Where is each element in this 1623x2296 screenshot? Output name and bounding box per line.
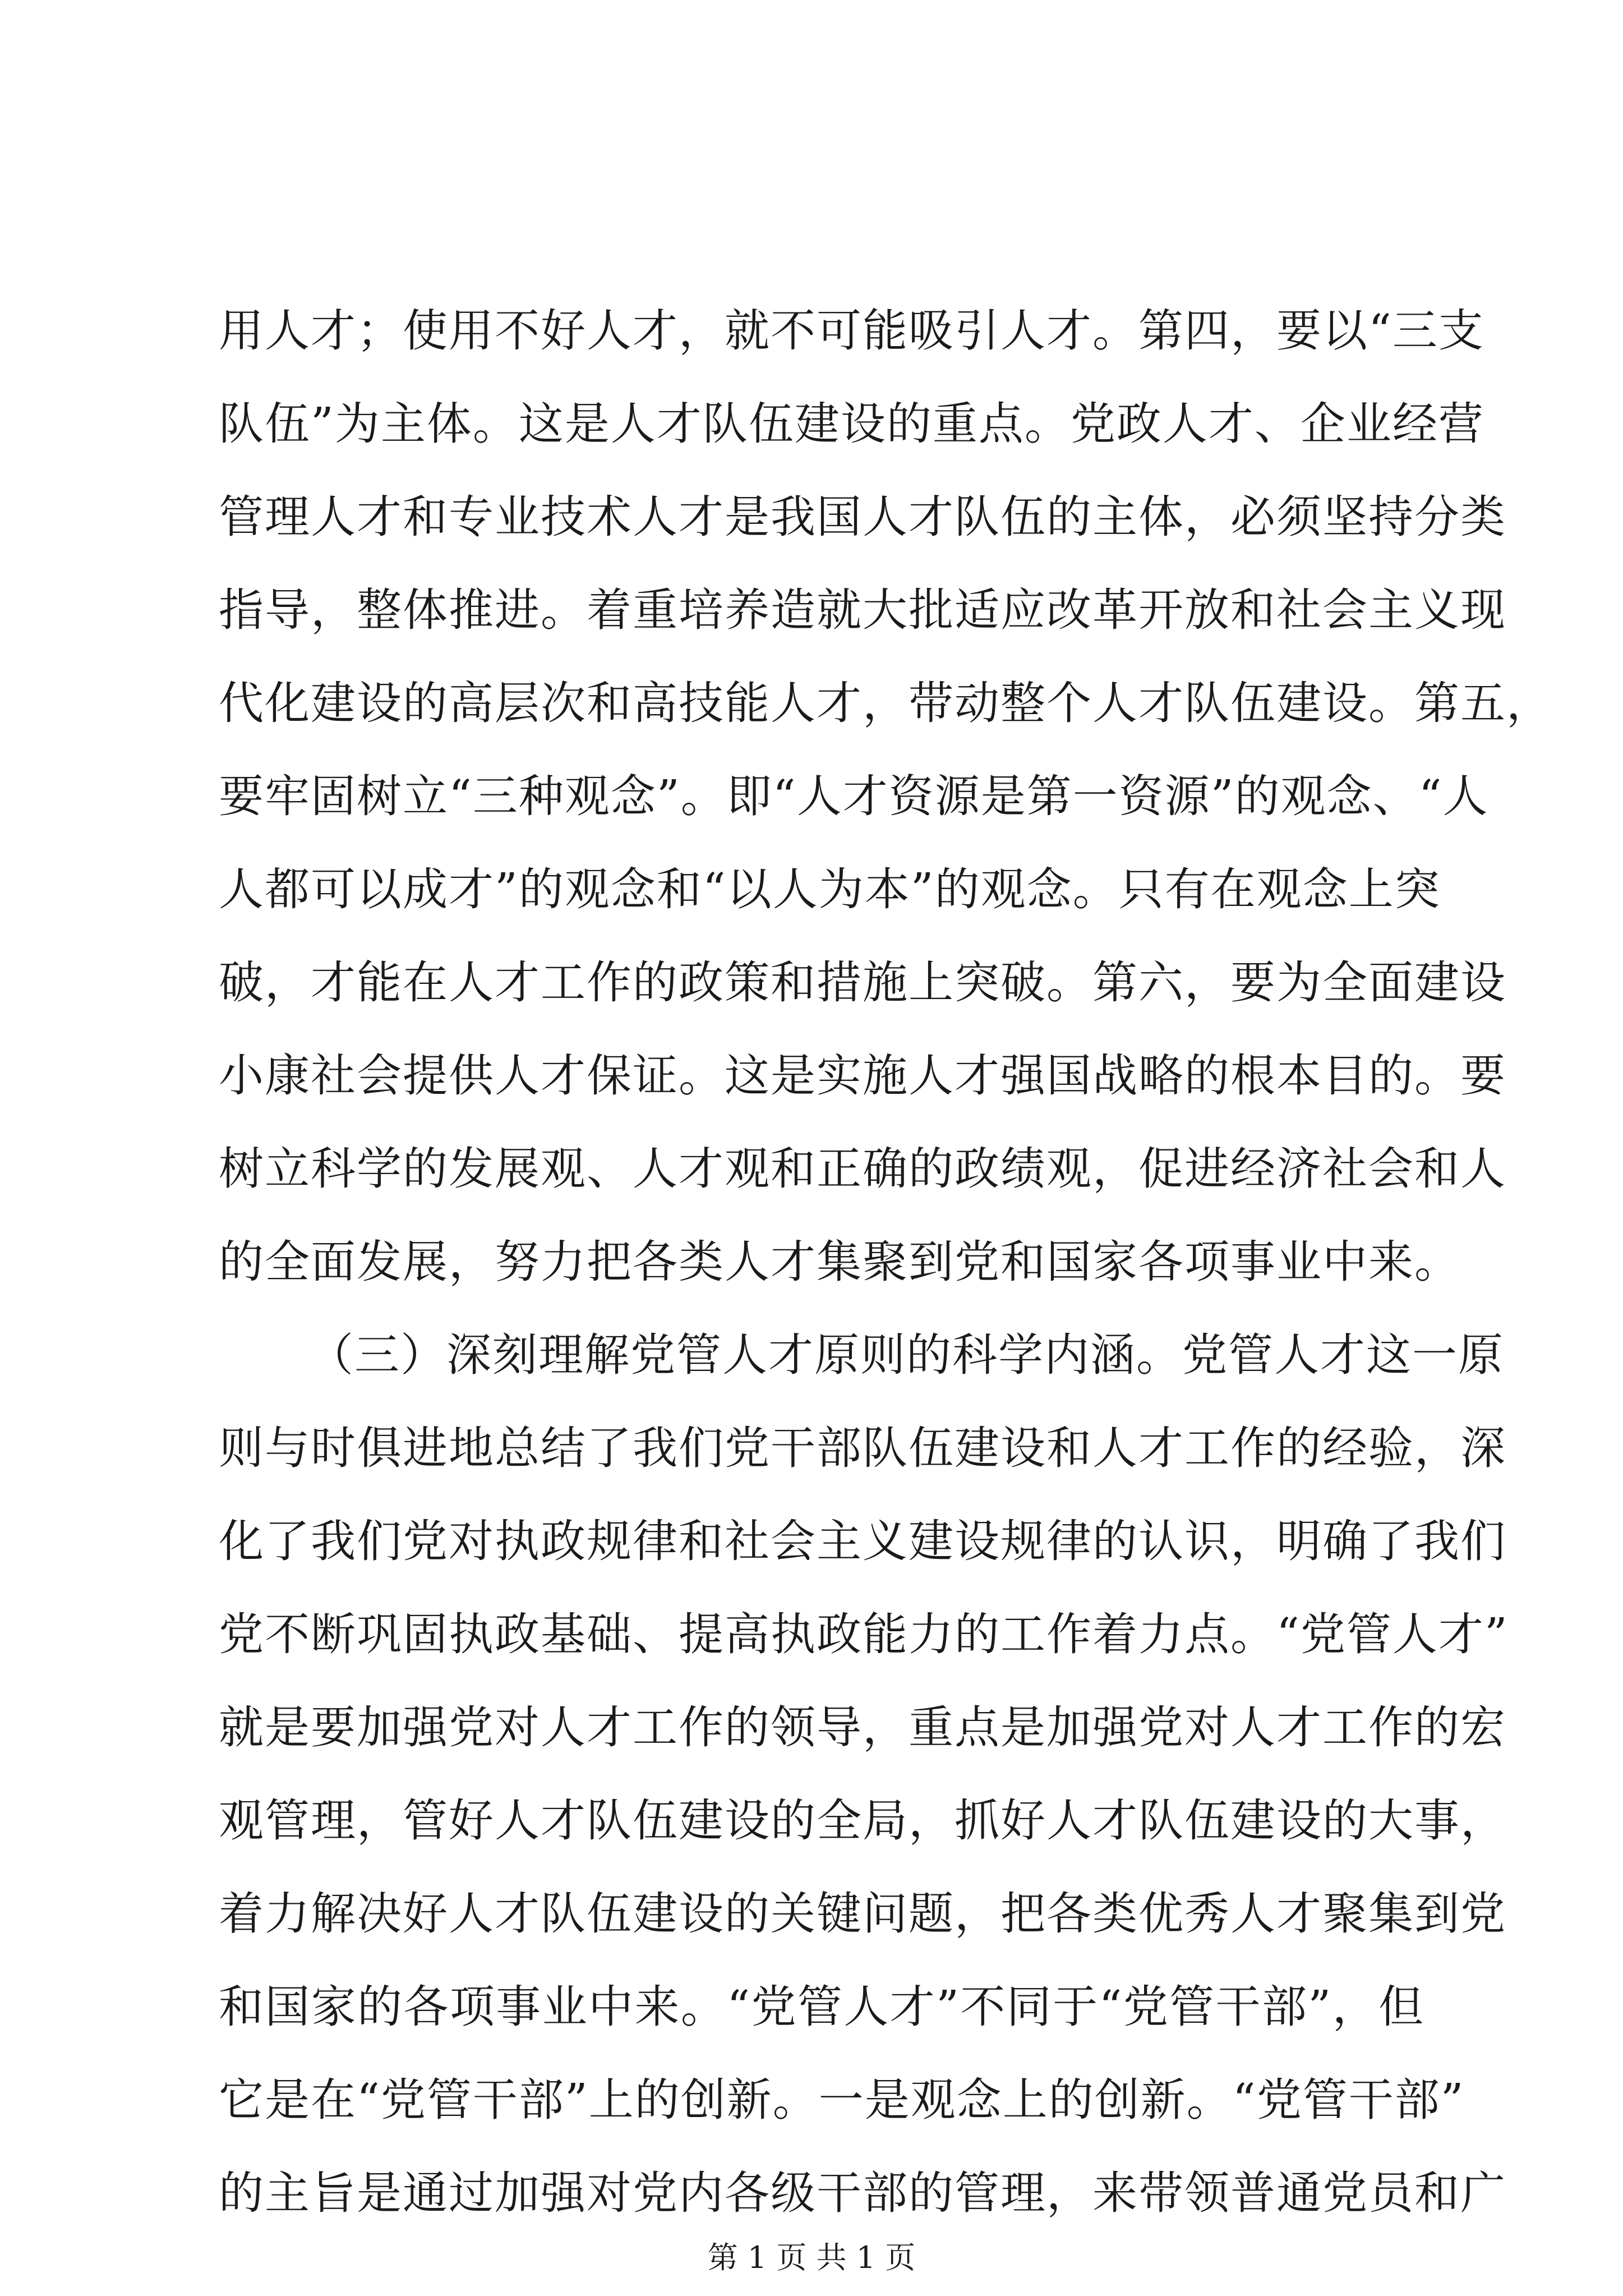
text-line-2: 队伍”为主体。这是人才队伍建设的重点。党政人才、企业经营 (219, 398, 1484, 450)
text-line-15: 党不断巩固执政基础、提高执政能力的工作着力点。“党管人才” (219, 1608, 1509, 1660)
text-line-11: 的全面发展，努力把各类人才集聚到党和国家各项事业中来。 (219, 1236, 1460, 1288)
text-line-13: 则与时俱进地总结了我们党干部队伍建设和人才工作的经验，深 (219, 1422, 1506, 1474)
text-line-14: 化了我们党对执政规律和社会主义建设规律的认识，明确了我们 (219, 1515, 1506, 1567)
text-line-4: 指导，整体推进。着重培养造就大批适应改革开放和社会主义现 (219, 584, 1506, 636)
text-line-20: 它是在“党管干部”上的创新。一是观念上的创新。“党管干部” (219, 2074, 1465, 2126)
text-line-10: 树立科学的发展观、人才观和正确的政绩观，促进经济社会和人 (219, 1143, 1506, 1195)
text-line-19: 和国家的各项事业中来。“党管人才”不同于“党管干部”，但 (219, 1981, 1424, 2033)
text-line-7: 人都可以成才”的观念和“以人为本”的观念。只有在观念上突 (219, 863, 1441, 915)
text-line-1: 用人才；使用不好人才，就不可能吸引人才。第四，要以“三支 (219, 305, 1484, 357)
text-line-8: 破，才能在人才工作的政策和措施上突破。第六，要为全面建设 (219, 956, 1506, 1009)
text-line-5: 代化建设的高层次和高技能人才，带动整个人才队伍建设。第五， (219, 677, 1552, 729)
text-line-16: 就是要加强党对人才工作的领导，重点是加强党对人才工作的宏 (219, 1701, 1506, 1754)
page-footer: 第 1 页 共 1 页 (707, 2240, 916, 2275)
text-line-6: 要牢固树立“三种观念”。即“人才资源是第一资源”的观念、“人 (219, 770, 1489, 822)
text-line-17: 观管理，管好人才队伍建设的全局，抓好人才队伍建设的大事， (219, 1795, 1506, 1847)
text-line-9: 小康社会提供人才保证。这是实施人才强国战略的根本目的。要 (219, 1050, 1506, 1102)
text-line-18: 着力解决好人才队伍建设的关键问题，把各类优秀人才聚集到党 (219, 1888, 1506, 1940)
section-heading-line: （三）深刻理解党管人才原则的科学内涵。党管人才这一原 (308, 1329, 1504, 1381)
text-line-3: 管理人才和专业技术人才是我国人才队伍的主体，必须坚持分类 (219, 491, 1506, 543)
text-line-21: 的主旨是通过加强对党内各级干部的管理，来带领普通党员和广 (219, 2167, 1506, 2219)
